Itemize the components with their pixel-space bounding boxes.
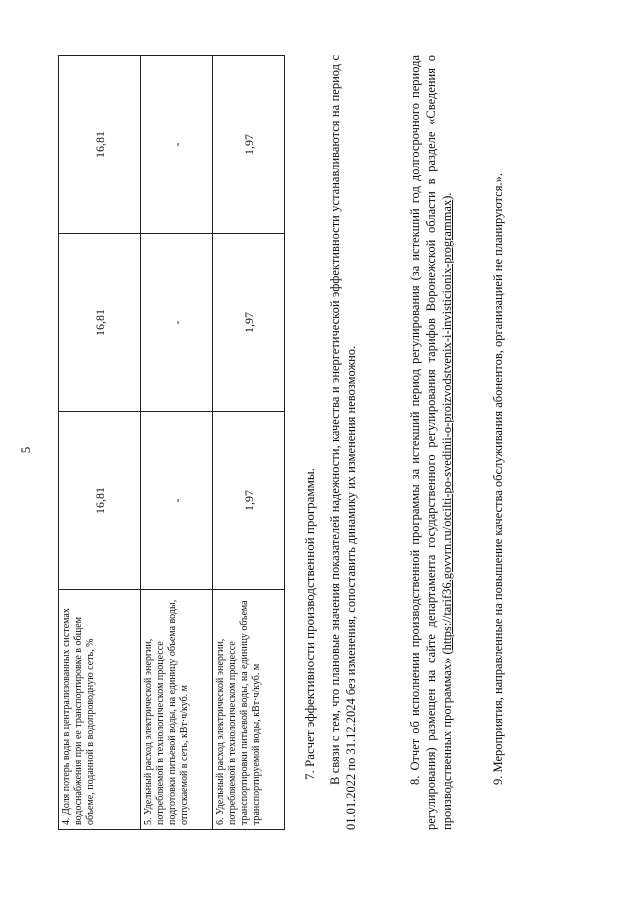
indicator-value: 1,97 [213,412,285,590]
indicator-name: 5. Удельный расход электрической энергии, потребляемой в технологическом процессе подготовки питьевой воды, на единицу объема воды, отпускаемой в сеть, кВт·ч/куб. м [141,590,213,830]
section-8-text: 8. Отчет об исполнении производственной программы за истекший период регулирования (за истекший год долгосрочного периода регулирования) размещен на сайте департамента государственного регулирования тарифов Воронежской области в разделе «Сведения о производственных программах» ( [408,55,454,830]
report-link[interactable]: https://tarif36.govvrn.ru/otcilti-po-svedinii-o-proizvodstvenix-i-invisticionix-programmax [440,199,454,651]
indicator-value: - [141,56,213,234]
table-row [141,56,213,830]
indicator-value: 16,81 [59,234,141,412]
section-8-paragraph [407,55,455,830]
indicator-value: 16,81 [59,412,141,590]
indicator-name: 6. Удельный расход электрической энергии, потребляемой в технологическом процессе транспортировки питьевой воды, на единицу объема транспортируемой воды, кВт·ч/куб. м [213,590,285,830]
section-8-text-end: ). [440,192,454,200]
indicator-value: 16,81 [59,56,141,234]
section-7-paragraph [327,55,359,830]
section-9-text: 9. Мероприятия, направленные на повышение качества обслуживания абонентов, организацией не планируются.». [491,173,505,785]
indicator-value: - [141,234,213,412]
section-7-heading: 7. Расчет эффективности производственной программы. [302,468,317,780]
section-9-paragraph [490,55,506,830]
indicators-table [58,55,285,830]
page-number: 5 [18,446,33,454]
indicator-name: 4. Доля потерь воды в централизованных системах водоснабжения при ее транспортировке в общем объеме, поданной в водопроводную сеть, % [59,590,141,830]
table-row [213,56,285,830]
table-row [59,56,141,830]
section-7-text: В связи с тем, что плановые значения показателей надежности, качества и энергетической эффективности устанавливаются на период с 01.01.2022 по 31.12.2024 без изменения, сопоставить динамику их изменения невозможно. [328,55,358,830]
indicator-value: 1,97 [213,234,285,412]
indicator-value: 1,97 [213,56,285,234]
indicator-value: - [141,412,213,590]
